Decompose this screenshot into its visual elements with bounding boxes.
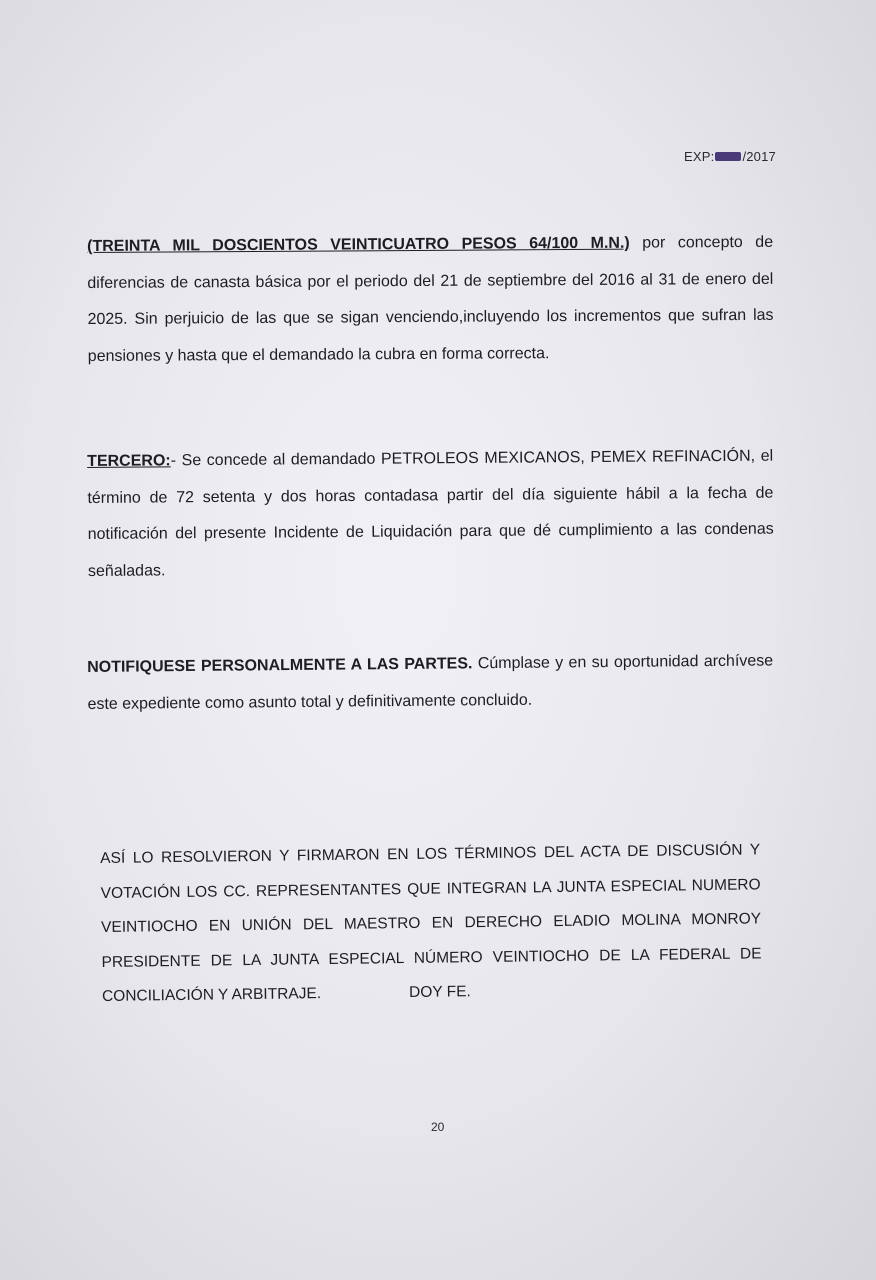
tercero-paragraph: [87, 439, 774, 590]
redaction-mark: [715, 152, 741, 161]
doy-fe: DOY FE.: [408, 983, 471, 1001]
expediente-suffix: /2017: [742, 149, 776, 164]
tercero-body: - Se concede al demandado PETROLEOS MEXICANOS, PEMEX REFINACIÓN, el término de 72 setenta y dos horas contadasa partir del día siguiente hábil a la fecha de notificación del presente Incidente de Liquidación para que dé cumplimiento a las condenas señaladas.: [87, 447, 774, 580]
signature-body: ASÍ LO RESOLVIERON Y FIRMARON EN LOS TÉRMINOS DEL ACTA DE DISCUSIÓN Y VOTACIÓN LOS CC. REPRESENTANTES QUE INTEGRAN LA JUNTA ESPECIAL NUMERO VEINTIOCHO EN UNIÓN DEL MAESTRO EN DERECHO ELADIO MOLINA MONROY PRESIDENTE DE LA JUNTA ESPECIAL NÚMERO VEINTIOCHO DE LA FEDERAL DE CONCILIACIÓN Y ARBITRAJE.: [100, 841, 762, 1005]
expediente-prefix: EXP:: [684, 149, 715, 164]
expediente-number: [684, 149, 776, 164]
notifique-label: NOTIFIQUESE PERSONALMENTE A LAS PARTES.: [87, 655, 473, 676]
amount-paragraph: [87, 225, 774, 375]
page-number: 20: [431, 1120, 445, 1134]
signature-paragraph: [100, 833, 762, 1014]
tercero-label: TERCERO:: [87, 452, 171, 470]
notifique-paragraph: [87, 643, 774, 723]
amount-text: (TREINTA MIL DOSCIENTOS VEINTICUATRO PESOS 64/100 M.N.): [87, 234, 630, 255]
amount-paragraph-body: por concepto de diferencias de canasta básica por el periodo del 21 de septiembre del 2016 al 31 de enero del 2025. Sin perjuicio de las que se sigan venciendo,incluyendo los incrementos que sufran las pensiones y hasta que el demandado la cubra en forma correcta.: [87, 233, 774, 365]
notifique-body: Cúmplase y en su oportunidad archívese este expediente como asunto total y definitivamente concluido.: [87, 652, 774, 713]
